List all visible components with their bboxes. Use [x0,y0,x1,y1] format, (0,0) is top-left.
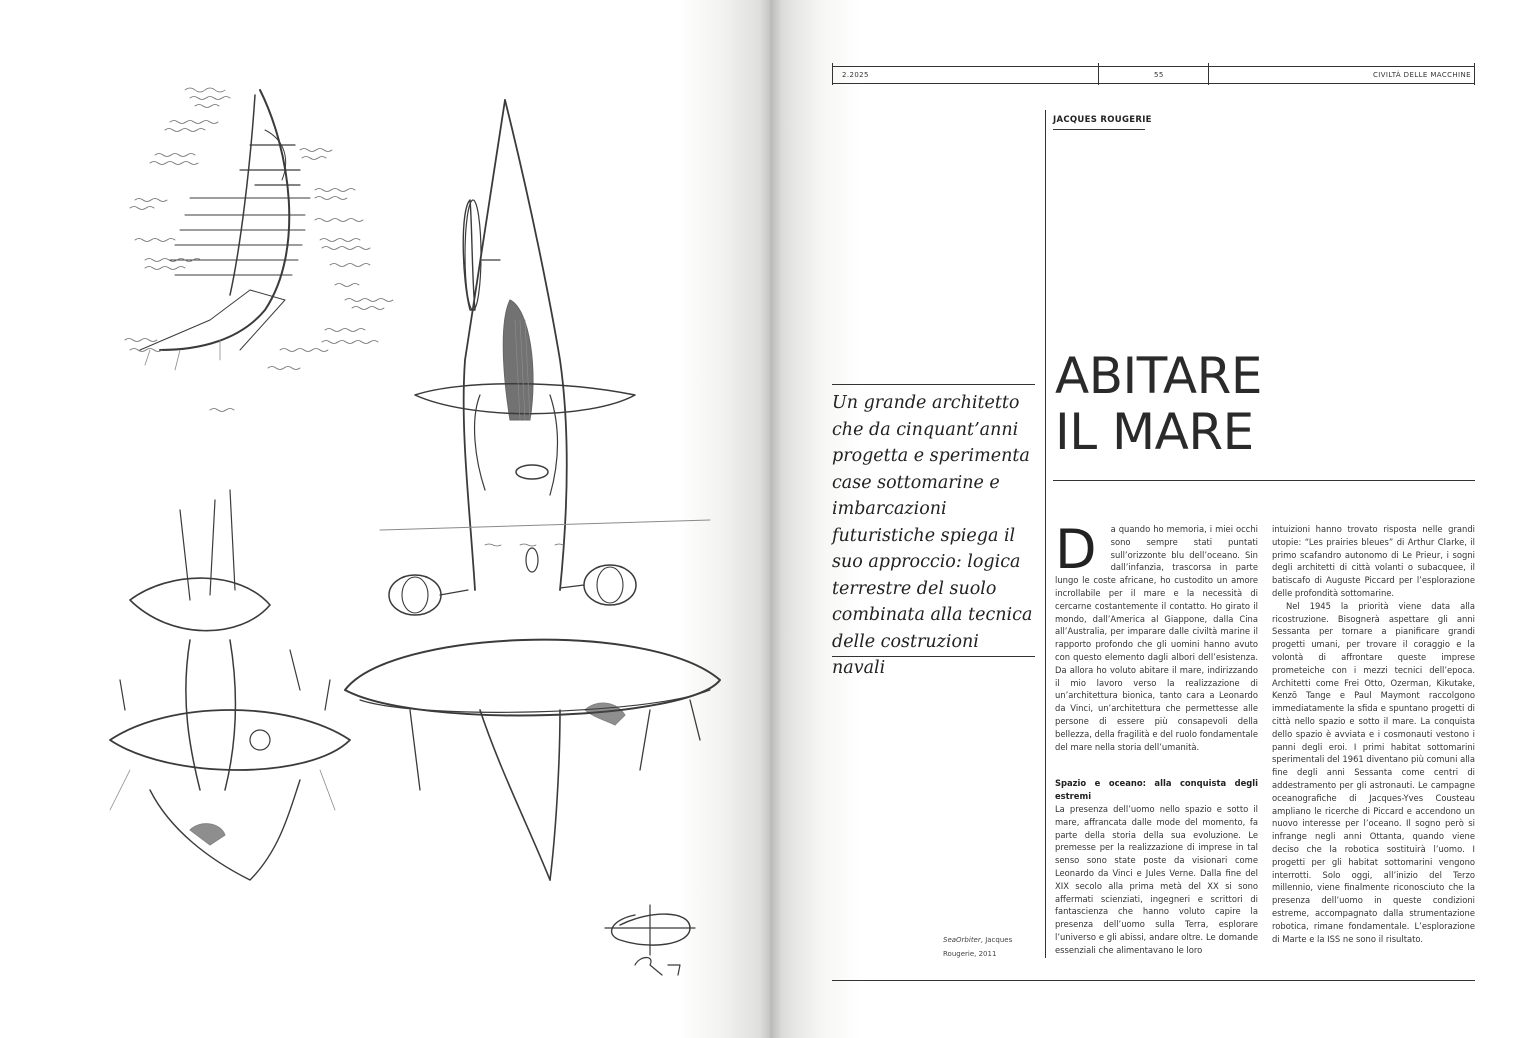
issue-number: 2.2025 [842,71,869,79]
header-divider [1208,63,1209,85]
artist-signature [605,905,695,975]
body-paragraph: La presenza dell’uomo nello spazio e sotto il mare, affrancata dalle mode del momento, fa parte della storia della sua evoluzione. Le premesse per la realizzazione di imprese in tal senso sono state poste da visionari come Leonardo da Vinci e Jules Verne. Dalla fine del XIX secolo alla prima metà del XX si sono affermati scienziati, ingegneri e scrittori di fantascienza che hanno voluto capire la presenza dell’uomo sulla Terra, esplorare l’universo e gli abissi, andare oltre. Le domande essenziali che alimentavano le loro [1055,803,1258,955]
cross-section-sketch [125,88,393,412]
image-caption [943,933,1038,961]
caption-title: SeaOrbiter [943,936,981,944]
author-name: JACQUES ROUGERIE [1053,115,1152,125]
column-rule [1045,110,1046,958]
header-divider [832,63,833,85]
header-divider [1474,63,1475,85]
footer-rule [832,980,1475,981]
body-paragraph: Nel 1945 la priorità viene data alla ricostruzione. Bisognerà aspettare gli anni Sessanta per tornare a pianificare grandi progetti umani, per trovare il coraggio e la volontà di affrontare queste imprese prometeiche con i mezzi tecnici dell’epoca. Architetti come Frei Otto, Ozerman, Kikutake, Kenzō Tange e Paul Maymont raccolgono immediatamente la sfida e spuntano progetti di città nello spazio e sotto il mare. La conquista dello spazio è avviata e i cosmonauti vestono i panni degli eroi. I primi habitat sottomarini sperimentali del 1961 diventano più comuni alla fine degli anni Sessanta come centri di addestramento per gli astronauti. Le campagne oceanografiche di Jacques-Yves Cousteau ampliano le ricerche di Piccard e accendono un nuovo interesse per l’oceano. Il sogno però si infrange negli anni Ottanta, quando viene deciso che la robotica sostituirà l’uomo. I progetti per gli habitat sottomarini vengono interrotti. Solo oggi, all’inizio del Terzo millennio, viene finalmente riconosciuto che la presenza dell’uomo in queste condizioni estreme, accompagnato dalla strumentazione robotica, rimane fondamentale. L’esplorazione di Marte e la ISS ne sono il risultato. [1272,600,1475,944]
section-subhead: Spazio e oceano: alla conquista degli estremi [1055,778,1258,802]
body-paragraph: intuizioni hanno trovato risposta nelle grandi utopie: “Les prairies bleues” di Arthur Clarke, il primo scafandro autonomo di Le Prieur, i sogni degli architetti di città volanti o subacquee, il batiscafo di Auguste Piccard per l’esplorazione delle profondità sottomarine. [1272,524,1475,598]
paragraph-spacer [1055,753,1258,777]
running-header [832,66,1475,84]
sketch-illustration [90,50,740,980]
text-column-1 [1055,518,1258,957]
caption-credit: , Jacques Rougerie, 2011 [943,936,1013,958]
headline-rule [1053,480,1475,481]
magazine-name: CIVILTÀ DELLE MACCHINE [1372,71,1471,79]
article-headline [1055,348,1475,460]
seaorbiter-sketch [90,50,740,980]
deck-rule [832,384,1035,385]
headline-line: ABITARE [1055,347,1262,405]
main-vessel-sketch [345,100,720,880]
book-spine [760,0,782,1038]
headline-line: IL MARE [1055,403,1254,461]
body-paragraph: a quando ho memoria, i miei occhi sono sempre stati puntati sull’orizzonte blu dell’oceano. Sin dall’infanzia, trascorsa in parte lungo le coste africane, ho custodito un amore incrollabile per il mare e la necessità di cercarne costantemente il contatto. Ho girato il mondo, dall’America al Giappone, dalla Cina all’Australia, per imparare dalle civiltà marine il rapporto profondo che gli uomini hanno avuto con questo elemento dagli albori dell’esistenza. Da allora ho voluto abitare il mare, indirizzando il mio lavoro verso la realizzazione di un’architettura bionica, tanto cara a Leonardo da Vinci, un’architettura che permettesse alle persone di essere più consapevoli della bellezza, della fragilità e del ruolo fondamentale del mare nella storia dell’umanità. [1055,524,1258,752]
secondary-vessel-sketch [110,490,350,880]
deck-rule [832,656,1035,657]
author-rule [1053,129,1145,130]
article-deck: Un grande architetto che da cinquant’anni progetta e sperimenta case sottomarine e imbarcazioni futuristiche spiega il suo approccio: logica terrestre del suolo combinata alla tecnica delle costruzioni navali [832,393,1033,678]
drop-cap: D [1055,518,1097,581]
text-column-2 [1272,523,1475,945]
header-divider [1098,63,1099,85]
page-number: 55 [1154,71,1164,79]
